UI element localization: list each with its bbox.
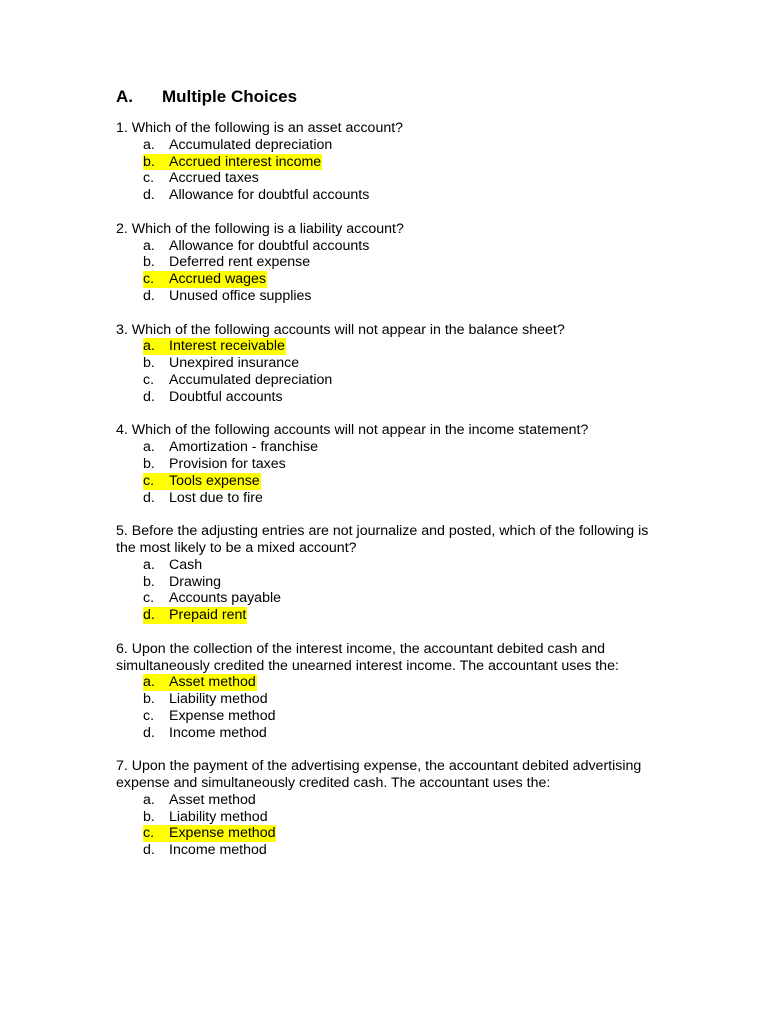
question-5 xyxy=(116,523,656,624)
highlighted-answer xyxy=(143,674,257,691)
question-text: 4. Which of the following accounts will not appear in the income statement? xyxy=(116,422,589,439)
option-text: Interest receivable xyxy=(169,338,285,355)
question-text: 5. Before the adjusting entries are not journalize and posted, which of the following is the most likely to be a mixed account? xyxy=(116,523,649,556)
option-text: Accumulated depreciation xyxy=(169,136,333,153)
option-letter: c. xyxy=(143,825,155,842)
option-a xyxy=(143,439,656,456)
option-body xyxy=(143,187,370,204)
option-body xyxy=(143,389,284,406)
option-letter: b. xyxy=(143,808,155,825)
option-text: Expense method xyxy=(169,707,276,724)
option-c xyxy=(143,590,656,607)
option-list xyxy=(116,338,656,405)
option-body xyxy=(143,137,333,154)
option-a xyxy=(143,674,656,691)
option-body xyxy=(143,708,276,725)
option-a xyxy=(143,238,656,255)
option-letter: b. xyxy=(143,455,155,472)
option-text: Tools expense xyxy=(169,472,260,489)
option-text: Accounts payable xyxy=(169,590,281,607)
option-c xyxy=(143,372,656,389)
option-letter: a. xyxy=(143,556,155,573)
option-body xyxy=(143,490,264,507)
option-letter: b. xyxy=(143,691,155,708)
highlighted-answer xyxy=(143,338,286,355)
option-letter: a. xyxy=(143,791,155,808)
option-body xyxy=(143,355,300,372)
option-letter: c. xyxy=(143,271,155,288)
document-page xyxy=(116,86,656,876)
option-letter: b. xyxy=(143,153,155,170)
option-b xyxy=(143,154,656,171)
option-a xyxy=(143,557,656,574)
option-body xyxy=(143,574,222,591)
option-text: Liability method xyxy=(169,808,268,825)
option-list xyxy=(116,792,656,859)
option-b xyxy=(143,254,656,271)
option-list xyxy=(116,557,656,624)
option-text: Income method xyxy=(169,724,267,741)
option-body xyxy=(143,372,333,389)
option-text: Amortization - franchise xyxy=(169,439,319,456)
option-b xyxy=(143,691,656,708)
highlighted-answer xyxy=(143,825,276,842)
section-title: Multiple Choices xyxy=(162,87,298,106)
question-text: 2. Which of the following is a liability account? xyxy=(116,220,404,237)
option-letter: c. xyxy=(143,472,155,489)
question-7 xyxy=(116,758,656,859)
option-text: Allowance for doubtful accounts xyxy=(169,237,370,254)
option-text: Accrued taxes xyxy=(169,170,259,187)
option-c xyxy=(143,708,656,725)
option-text: Doubtful accounts xyxy=(169,388,283,405)
question-text: 1. Which of the following is an asset account? xyxy=(116,120,404,136)
option-d xyxy=(143,607,656,624)
option-d xyxy=(143,490,656,507)
section-heading xyxy=(116,86,656,108)
option-body xyxy=(143,590,282,607)
option-body xyxy=(143,254,311,271)
option-text: Asset method xyxy=(169,674,256,691)
highlighted-answer xyxy=(143,607,247,624)
option-a xyxy=(143,338,656,355)
option-letter: a. xyxy=(143,338,155,355)
option-text: Liability method xyxy=(169,691,268,708)
highlighted-answer xyxy=(143,271,267,288)
option-letter: d. xyxy=(143,842,155,859)
question-2 xyxy=(116,221,656,305)
option-letter: d. xyxy=(143,607,155,624)
option-letter: b. xyxy=(143,355,155,372)
question-4 xyxy=(116,422,656,506)
option-letter: a. xyxy=(143,136,155,153)
option-text: Deferred rent expense xyxy=(169,254,311,271)
option-text: Accrued wages xyxy=(169,271,266,288)
option-text: Prepaid rent xyxy=(169,607,247,624)
option-list xyxy=(116,238,656,305)
option-text: Income method xyxy=(169,842,267,859)
option-letter: c. xyxy=(143,590,155,607)
option-letter: b. xyxy=(143,254,155,271)
section-letter: A. xyxy=(116,87,133,106)
option-d xyxy=(143,288,656,305)
option-body xyxy=(143,792,257,809)
option-body xyxy=(143,439,319,456)
option-b xyxy=(143,809,656,826)
question-3 xyxy=(116,322,656,406)
option-text: Provision for taxes xyxy=(169,455,286,472)
option-d xyxy=(143,842,656,859)
question-6 xyxy=(116,641,656,742)
option-letter: c. xyxy=(143,371,155,388)
option-letter: d. xyxy=(143,388,155,405)
option-list xyxy=(116,439,656,506)
option-letter: d. xyxy=(143,187,155,204)
option-body xyxy=(143,557,203,574)
question-text: 6. Upon the collection of the interest income, the accountant debited cash and simultaneously credited the unearned interest income. The accountant uses the: xyxy=(116,640,619,674)
option-body xyxy=(143,456,287,473)
option-text: Asset method xyxy=(169,791,256,808)
option-text: Accrued interest income xyxy=(169,153,322,170)
option-b xyxy=(143,456,656,473)
option-b xyxy=(143,355,656,372)
option-d xyxy=(143,187,656,204)
option-list xyxy=(116,137,656,204)
option-body xyxy=(143,170,260,187)
option-text: Drawing xyxy=(169,573,222,590)
option-body xyxy=(143,842,268,859)
option-text: Unexpired insurance xyxy=(169,355,300,372)
option-body xyxy=(143,288,313,305)
question-text: 7. Upon the payment of the advertising expense, the accountant debited advertising expense and simultaneously credited cash. The accountant uses the: xyxy=(116,758,642,792)
option-letter: b. xyxy=(143,573,155,590)
option-letter: d. xyxy=(143,724,155,741)
option-c xyxy=(143,170,656,187)
option-body xyxy=(143,238,370,255)
option-letter: a. xyxy=(143,439,155,456)
option-text: Cash xyxy=(169,556,203,573)
option-body xyxy=(143,809,269,826)
highlighted-answer xyxy=(143,154,322,171)
option-letter: c. xyxy=(143,707,155,724)
option-letter: d. xyxy=(143,287,155,304)
option-text: Expense method xyxy=(169,825,276,842)
option-d xyxy=(143,389,656,406)
option-d xyxy=(143,725,656,742)
option-a xyxy=(143,792,656,809)
option-a xyxy=(143,137,656,154)
question-text: 3. Which of the following accounts will not appear in the balance sheet? xyxy=(116,321,565,338)
option-letter: c. xyxy=(143,170,155,187)
question-1 xyxy=(116,120,656,204)
option-b xyxy=(143,574,656,591)
option-body xyxy=(143,725,268,742)
option-text: Unused office supplies xyxy=(169,287,312,304)
option-text: Lost due to fire xyxy=(169,489,263,506)
highlighted-answer xyxy=(143,473,261,490)
option-list xyxy=(116,674,656,741)
option-text: Accumulated depreciation xyxy=(169,371,333,388)
option-letter: a. xyxy=(143,237,155,254)
option-body xyxy=(143,691,269,708)
question-list xyxy=(116,120,656,859)
option-c xyxy=(143,271,656,288)
option-text: Allowance for doubtful accounts xyxy=(169,187,370,204)
option-letter: a. xyxy=(143,674,155,691)
option-c xyxy=(143,825,656,842)
option-letter: d. xyxy=(143,489,155,506)
option-c xyxy=(143,473,656,490)
